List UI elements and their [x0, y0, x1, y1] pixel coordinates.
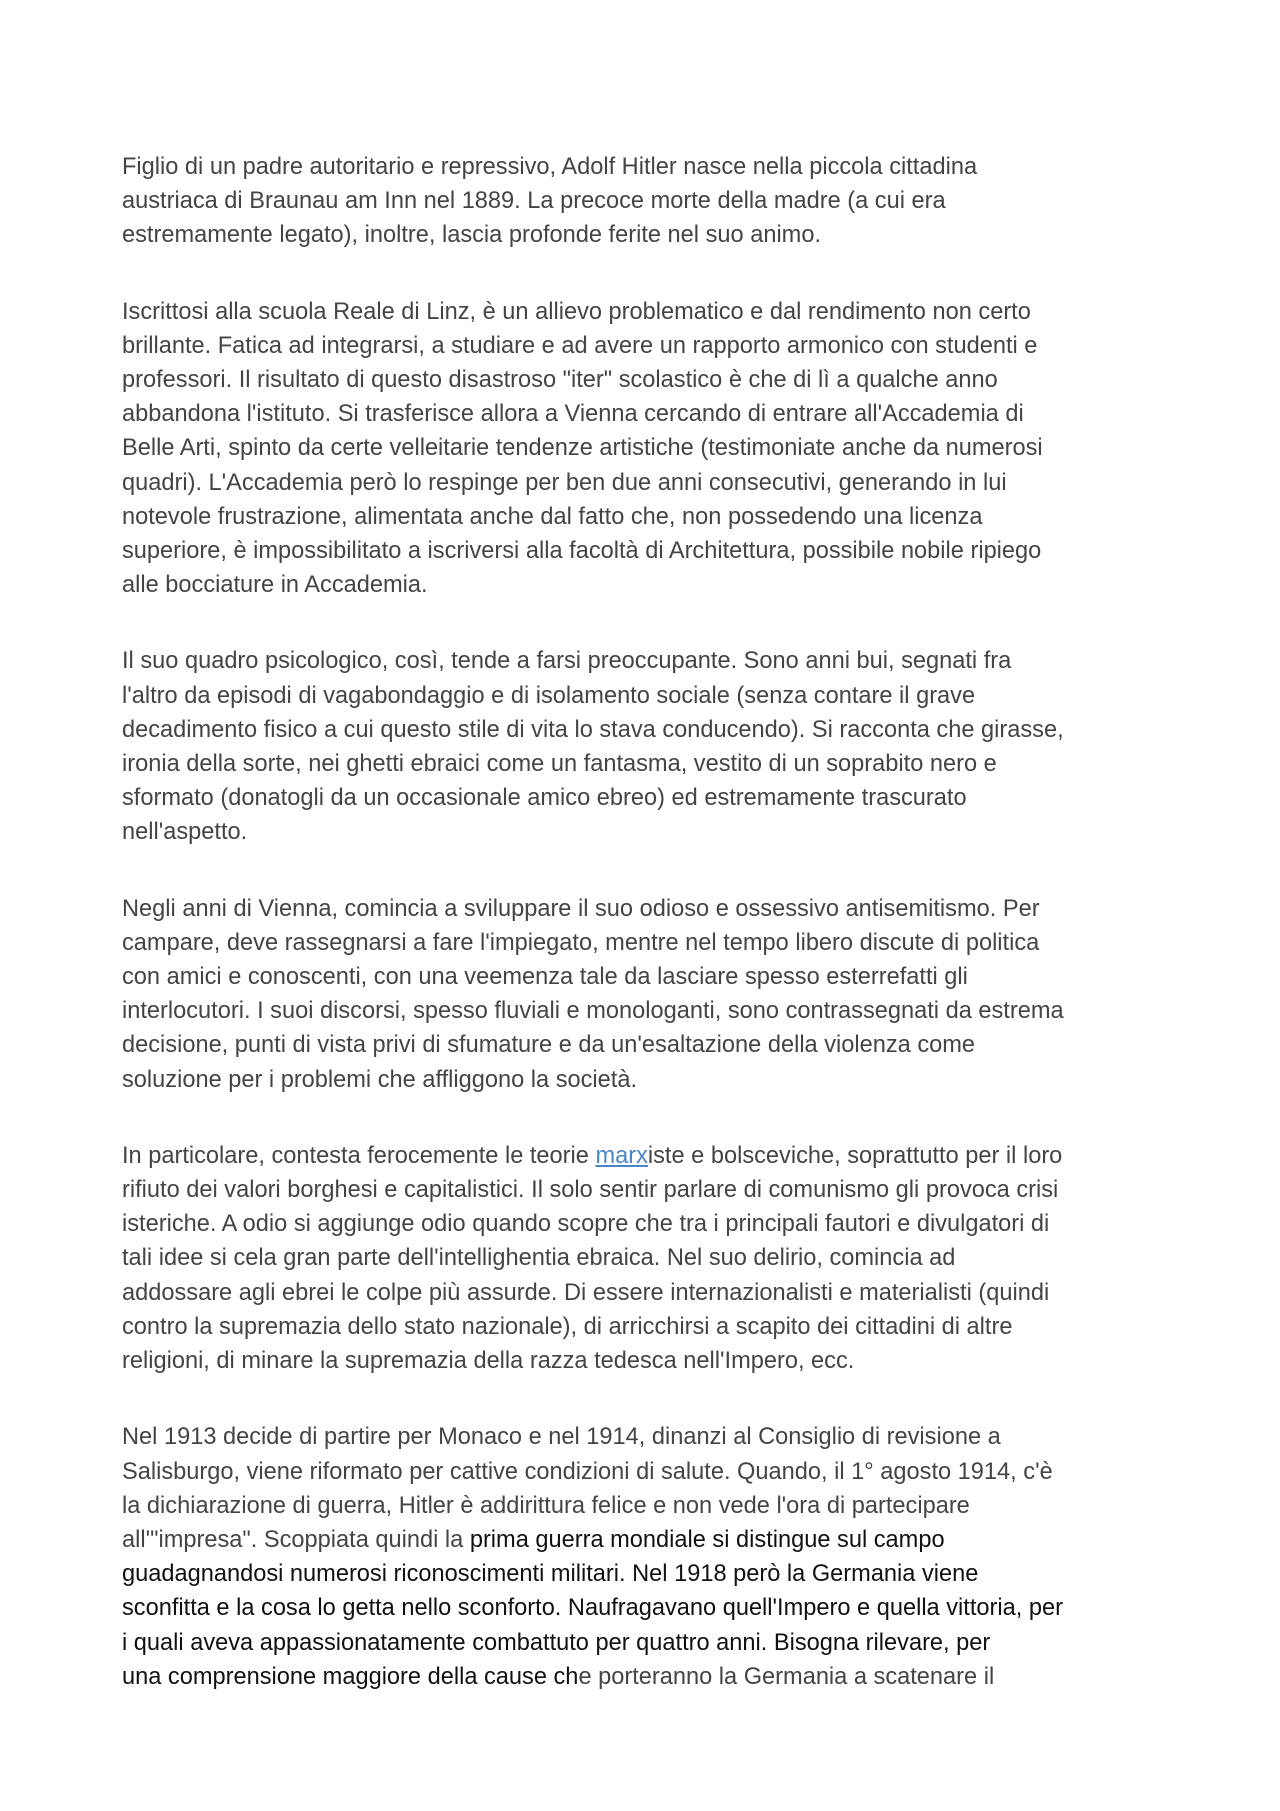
text-line: religioni, di minare la supremazia della razza tedesca nell'Impero, ecc.: [122, 1348, 855, 1375]
text-line: addossare agli ebrei le colpe più assurde. Di essere internazionalisti e materialisti (quindi: [122, 1279, 1050, 1306]
text-segment: iste e bolsceviche, soprattutto per il loro: [647, 1142, 1063, 1169]
text-line: contro la supremazia dello stato nazionale), di arricchirsi a scapito dei cittadini di altre: [122, 1313, 1013, 1340]
text-line: campare, deve rassegnarsi a fare l'impiegato, mentre nel tempo libero discute di politica: [122, 929, 1040, 956]
text-line: abbandona l'istituto. Si trasferisce allora a Vienna cercando di entrare all'Accademia di: [122, 401, 1024, 428]
text-line: [122, 1523, 1172, 1557]
text-segment: In particolare, contesta ferocemente le teorie: [122, 1142, 596, 1169]
paragraph-4: [122, 892, 1172, 1097]
text-line: sconfitta e la cosa lo getta nello sconforto. Naufragavano quell'Impero e quella vittoria, per: [122, 1595, 1063, 1622]
text-line: decisione, punti di vista privi di sfumature e da un'esaltazione della violenza come: [122, 1032, 976, 1059]
text-segment: all'"impresa". Scoppiata quindi la: [122, 1526, 470, 1553]
text-line: [122, 1139, 1172, 1173]
text-line: Negli anni di Vienna, comincia a sviluppare il suo odioso e ossessivo antisemitismo. Per: [122, 895, 1040, 922]
text-line: Il suo quadro psicologico, così, tende a farsi preoccupante. Sono anni bui, segnati fra: [122, 648, 1012, 675]
text-line: Nel 1913 decide di partire per Monaco e nel 1914, dinanzi al Consiglio di revisione a: [122, 1424, 1001, 1451]
text-line: interlocutori. I suoi discorsi, spesso fluviali e monologanti, sono contrassegnati da estrema: [122, 998, 1064, 1025]
paragraph-1: [122, 150, 1172, 253]
text-segment: e porteranno la Germania a scatenare il: [578, 1663, 995, 1690]
text-line: isteriche. A odio si aggiunge odio quando scopre che tra i principali fautori e divulgatori di: [122, 1211, 1050, 1238]
text-line: superiore, è impossibilitato a iscriversi alla facoltà di Architettura, possibile nobile ripiego: [122, 538, 1042, 565]
text-line: professori. Il risultato di questo disastroso "iter" scolastico è che di lì a qualche anno: [122, 367, 998, 394]
text-line: estremamente legato), inoltre, lascia profonde ferite nel suo animo.: [122, 222, 822, 249]
text-segment-dark: una comprensione maggiore della cause ch: [122, 1663, 579, 1690]
paragraph-6: [122, 1420, 1172, 1694]
text-line: Salisburgo, viene riformato per cattive condizioni di salute. Quando, il 1° agosto 1914, c'è: [122, 1458, 1053, 1485]
text-line: nell'aspetto.: [122, 819, 248, 846]
text-line: sformato (donatogli da un occasionale amico ebreo) ed estremamente trascurato: [122, 785, 967, 812]
text-line: tali idee si cela gran parte dell'intellighentia ebraica. Nel suo delirio, comincia ad: [122, 1245, 956, 1272]
text-line: soluzione per i problemi che affliggono la società.: [122, 1066, 638, 1093]
text-line: [122, 1660, 1172, 1694]
text-line: notevole frustrazione, alimentata anche dal fatto che, non possedendo una licenza: [122, 503, 983, 530]
text-line: quadri). L'Accademia però lo respinge per ben due anni consecutivi, generando in lui: [122, 469, 1007, 496]
text-line: alle bocciature in Accademia.: [122, 572, 428, 599]
marx-link[interactable]: marx: [595, 1142, 648, 1169]
text-line: brillante. Fatica ad integrarsi, a studiare e ad avere un rapporto armonico con studenti e: [122, 332, 1038, 359]
text-line: rifiuto dei valori borghesi e capitalistici. Il solo sentir parlare di comunismo gli provoca crisi: [122, 1177, 1059, 1204]
paragraph-3: [122, 644, 1172, 849]
text-line: con amici e conoscenti, con una veemenza tale da lasciare spesso esterrefatti gli: [122, 964, 968, 991]
paragraph-5: [122, 1139, 1172, 1378]
text-line: la dichiarazione di guerra, Hitler è addirittura felice e non vede l'ora di partecipare: [122, 1492, 970, 1519]
text-line: decadimento fisico a cui questo stile di vita lo stava conducendo). Si racconta che girasse,: [122, 716, 1064, 743]
text-line: austriaca di Braunau am Inn nel 1889. La precoce morte della madre (a cui era: [122, 188, 946, 215]
text-line: ironia della sorte, nei ghetti ebraici come un fantasma, vestito di un soprabito nero e: [122, 751, 997, 778]
text-segment-dark: prima guerra mondiale si distingue sul campo: [469, 1526, 945, 1553]
text-line: Figlio di un padre autoritario e repressivo, Adolf Hitler nasce nella piccola cittadina: [122, 154, 978, 180]
document-body: [122, 150, 1172, 1736]
text-line: Belle Arti, spinto da certe velleitarie tendenze artistiche (testimoniate anche da numerosi: [122, 435, 1043, 462]
text-line: Iscrittosi alla scuola Reale di Linz, è un allievo problematico e dal rendimento non certo: [122, 298, 1031, 325]
text-line: l'altro da episodi di vagabondaggio e di isolamento sociale (senza contare il grave: [122, 682, 976, 709]
text-line: guadagnandosi numerosi riconoscimenti militari. Nel 1918 però la Germania viene: [122, 1561, 979, 1588]
text-line: i quali aveva appassionatamente combattuto per quattro anni. Bisogna rilevare, per: [122, 1629, 991, 1656]
paragraph-2: [122, 295, 1172, 603]
